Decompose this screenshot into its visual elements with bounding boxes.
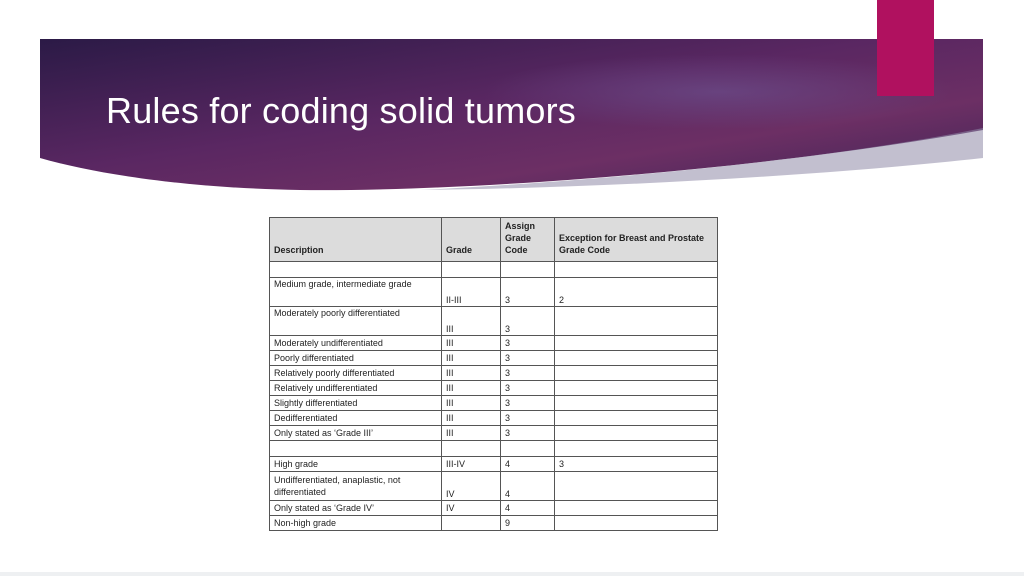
header-grade: Grade: [442, 218, 501, 262]
table-cell-grade: III: [442, 351, 501, 366]
table-row: [270, 396, 718, 411]
table-cell-exception: 2: [555, 278, 718, 307]
table-row: [270, 426, 718, 441]
table-cell-code: 3: [501, 411, 555, 426]
table-cell-description: [270, 441, 442, 457]
table-cell-code: 3: [501, 396, 555, 411]
table-cell-grade: [442, 516, 501, 531]
table-cell-description: Relatively poorly differentiated: [270, 366, 442, 381]
table-cell-code: 3: [501, 426, 555, 441]
table-cell-code: 3: [501, 351, 555, 366]
table-cell-grade: III: [442, 426, 501, 441]
table-cell-code: 3: [501, 336, 555, 351]
table-cell-grade: IV: [442, 501, 501, 516]
table-cell-description: Dedifferentiated: [270, 411, 442, 426]
table-cell-code: 4: [501, 457, 555, 472]
table-cell-grade: III: [442, 307, 501, 336]
table-row: [270, 278, 718, 307]
table-cell-exception: [555, 381, 718, 396]
grade-code-table: [269, 217, 718, 531]
table-cell-code: 3: [501, 307, 555, 336]
footer-divider: [0, 572, 1024, 576]
header-assign-grade-code: Assign Grade Code: [501, 218, 555, 262]
table-row: [270, 441, 718, 457]
table-header-row: [270, 218, 718, 262]
table-cell-exception: [555, 472, 718, 501]
table-row: [270, 411, 718, 426]
table-cell-description: Undifferentiated, anaplastic, not differentiated: [270, 472, 442, 501]
table-cell-grade: IV: [442, 472, 501, 501]
table-cell-exception: [555, 501, 718, 516]
table-row: [270, 262, 718, 278]
table-cell-description: Only stated as ‘Grade III’: [270, 426, 442, 441]
table-cell-description: Non-high grade: [270, 516, 442, 531]
table-cell-exception: 3: [555, 457, 718, 472]
table-cell-grade: [442, 441, 501, 457]
table-row: [270, 307, 718, 336]
table-cell-exception: [555, 411, 718, 426]
table-row: [270, 366, 718, 381]
table-cell-exception: [555, 516, 718, 531]
table-row: [270, 501, 718, 516]
table-cell-grade: III: [442, 366, 501, 381]
table-cell-exception: [555, 441, 718, 457]
table-cell-description: Poorly differentiated: [270, 351, 442, 366]
table-cell-exception: [555, 351, 718, 366]
table-body: [270, 262, 718, 531]
table-cell-description: Moderately poorly differentiated: [270, 307, 442, 336]
table-cell-grade: II-III: [442, 278, 501, 307]
page-title: Rules for coding solid tumors: [106, 90, 577, 131]
table-row: [270, 336, 718, 351]
table-row: [270, 457, 718, 472]
table-cell-description: Relatively undifferentiated: [270, 381, 442, 396]
table-cell-code: 4: [501, 501, 555, 516]
table-cell-grade: III: [442, 336, 501, 351]
table-cell-exception: [555, 396, 718, 411]
table-cell-exception: [555, 262, 718, 278]
table-cell-grade: [442, 262, 501, 278]
table-cell-exception: [555, 307, 718, 336]
table-row: [270, 472, 718, 501]
table-cell-description: Moderately undifferentiated: [270, 336, 442, 351]
table-cell-code: 9: [501, 516, 555, 531]
table-cell-grade: III: [442, 396, 501, 411]
table-cell-code: 3: [501, 366, 555, 381]
table-cell-description: Only stated as ‘Grade IV’: [270, 501, 442, 516]
table-cell-code: 4: [501, 472, 555, 501]
table-cell-grade: III-IV: [442, 457, 501, 472]
table-row: [270, 381, 718, 396]
table-cell-code: 3: [501, 381, 555, 396]
header-description: Description: [270, 218, 442, 262]
table-row: [270, 351, 718, 366]
header-exception: Exception for Breast and Prostate Grade Code: [555, 218, 718, 262]
table-cell-description: [270, 262, 442, 278]
table-cell-description: Slightly differentiated: [270, 396, 442, 411]
table-cell-grade: III: [442, 381, 501, 396]
table-cell-grade: III: [442, 411, 501, 426]
table-cell-description: Medium grade, intermediate grade: [270, 278, 442, 307]
table-cell-description: High grade: [270, 457, 442, 472]
accent-bar: [877, 0, 934, 96]
table-cell-exception: [555, 426, 718, 441]
table-cell-code: [501, 441, 555, 457]
table-cell-exception: [555, 336, 718, 351]
table-cell-exception: [555, 366, 718, 381]
table-row: [270, 516, 718, 531]
table-cell-code: [501, 262, 555, 278]
table-cell-code: 3: [501, 278, 555, 307]
